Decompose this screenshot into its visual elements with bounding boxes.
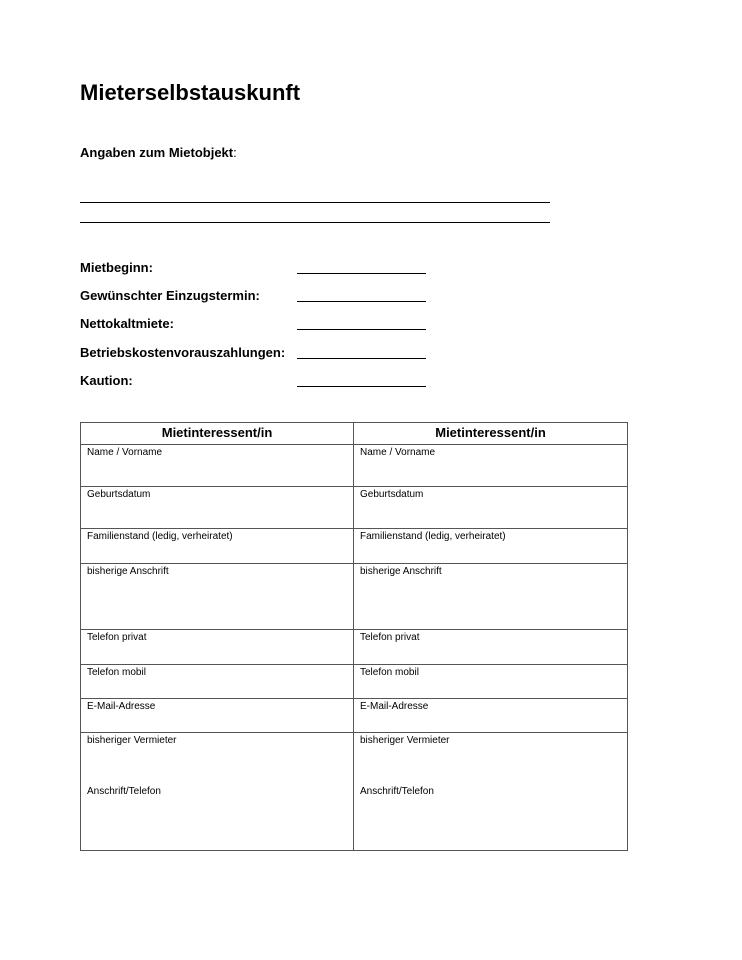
tenant-2-address-cell[interactable] [354,564,628,630]
cell-label: Familienstand (ledig, verheiratet) [87,531,233,542]
cell-label: Geburtsdatum [360,489,424,500]
table-row-marital-status [81,529,628,564]
field-label: Mietbeginn: [80,260,153,275]
field-label: Nettokaltmiete: [80,316,174,331]
tenant-2-name-cell[interactable] [354,445,628,487]
table-row-name [81,445,628,487]
tenant-2-phone-mobile-cell[interactable] [354,665,628,699]
cell-label: Name / Vorname [360,447,436,458]
tenant-1-birthdate-cell[interactable] [81,487,354,529]
cell-sublabel: Anschrift/Telefon [360,786,434,797]
cell-label: bisheriger Vermieter [360,735,450,746]
table-header-row [81,423,628,445]
field-label: Kaution: [80,373,133,388]
table-row-phone-mobile [81,665,628,699]
tenant-1-header: Mietinteressent/in [81,423,354,445]
tenant-table [80,422,628,851]
field-blank[interactable] [297,386,426,387]
tenant-2-birthdate-cell[interactable] [354,487,628,529]
cell-label: Telefon mobil [87,667,146,678]
field-row-nettokaltmiete [80,315,430,335]
cell-label: E-Mail-Adresse [360,701,429,712]
field-label: Betriebskostenvorauszahlungen: [80,345,286,360]
field-row-betriebskosten [80,344,430,364]
field-label: Gewünschter Einzugstermin: [80,288,260,303]
object-section-label [80,144,237,162]
tenant-1-name-cell[interactable] [81,445,354,487]
field-row-kaution [80,372,430,392]
field-blank[interactable] [297,301,426,302]
table-row-phone-private [81,630,628,665]
tenant-1-phone-mobile-cell[interactable] [81,665,354,699]
table-row-landlord [81,733,628,851]
cell-label: Telefon privat [360,632,420,643]
object-blank-line-2[interactable] [80,222,550,223]
cell-label: Name / Vorname [87,447,163,458]
tenant-2-header: Mietinteressent/in [354,423,628,445]
tenant-2-marital-cell[interactable] [354,529,628,564]
tenant-1-address-cell[interactable] [81,564,354,630]
table-row-address [81,564,628,630]
object-blank-line-1[interactable] [80,202,550,203]
tenant-1-landlord-cell[interactable] [81,733,354,851]
cell-label: Geburtsdatum [87,489,151,500]
cell-label: bisherige Anschrift [87,566,169,577]
cell-label: Familienstand (ledig, verheiratet) [360,531,506,542]
cell-label: bisheriger Vermieter [87,735,177,746]
table-row-email [81,699,628,733]
field-row-einzugstermin [80,287,430,307]
cell-label: Telefon privat [87,632,147,643]
page-title: Mieterselbstauskunft [80,80,301,105]
cell-label: Telefon mobil [360,667,419,678]
cell-label: E-Mail-Adresse [87,701,156,712]
tenant-2-landlord-cell[interactable] [354,733,628,851]
field-blank[interactable] [297,358,426,359]
tenant-2-email-cell[interactable] [354,699,628,733]
object-section-colon: : [233,145,237,160]
tenant-1-marital-cell[interactable] [81,529,354,564]
field-blank[interactable] [297,273,426,274]
field-blank[interactable] [297,329,426,330]
object-section-label-text: Angaben zum Mietobjekt [80,145,234,160]
tenant-1-email-cell[interactable] [81,699,354,733]
table-row-birthdate [81,487,628,529]
tenant-2-phone-private-cell[interactable] [354,630,628,665]
field-row-mietbeginn [80,259,430,279]
tenant-1-phone-private-cell[interactable] [81,630,354,665]
cell-label: bisherige Anschrift [360,566,442,577]
cell-sublabel: Anschrift/Telefon [87,786,161,797]
